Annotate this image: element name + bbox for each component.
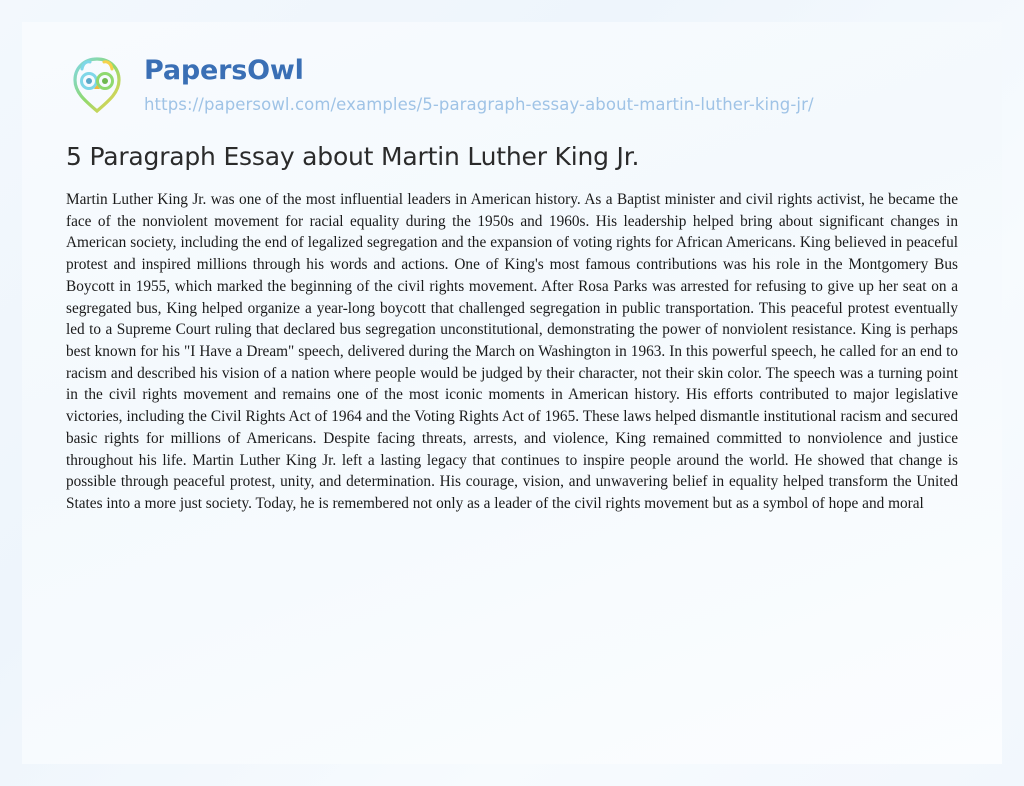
page-url[interactable]: https://papersowl.com/examples/5-paragraph-essay-about-martin-luther-king-jr/ [144, 94, 814, 114]
brand-block [144, 50, 814, 114]
essay-body-text: Martin Luther King Jr. was one of the most influential leaders in American history. As a Baptist minister and civil rights activist, he became the face of the nonviolent movement for racial equality during the 1950s and 1960s. His leadership helped bring about significant changes in American society, including the end of legalized segregation and the expansion of voting rights for African Americans. King believed in peaceful protest and inspired millions through his words and actions. One of King's most famous contributions was his role in the Montgomery Bus Boycott in 1955, which marked the beginning of the civil rights movement. After Rosa Parks was arrested for refusing to give up her seat on a segregated bus, King helped organize a year-long boycott that challenged segregation in public transportation. This peaceful protest eventually led to a Supreme Court ruling that declared bus segregation unconstitutional, demonstrating the power of nonviolent resistance. King is perhaps best known for his "I Have a Dream" speech, delivered during the March on Washington in 1963. In this powerful speech, he called for an end to racism and described his vision of a nation where people would be judged by their character, not their skin color. The speech was a turning point in the civil rights movement and remains one of the most iconic moments in American history. His efforts contributed to major legislative victories, including the Civil Rights Act of 1964 and the Voting Rights Act of 1965. These laws helped dismantle institutional racism and secured basic rights for millions of Americans. Despite facing threats, arrests, and violence, King remained committed to nonviolence and justice throughout his life. Martin Luther King Jr. left a lasting legacy that continues to inspire people around the world. He showed that change is possible through peaceful protest, unity, and determination. His courage, vision, and unwavering belief in equality helped transform the United States into a more just society. Today, he is remembered not only as a leader of the civil rights movement but as a symbol of hope and moral [66, 191, 958, 513]
brand-name: PapersOwl [144, 55, 304, 86]
document-sheet [22, 22, 1002, 764]
site-header [66, 50, 958, 116]
owl-logo-icon [66, 54, 128, 116]
page-title: 5 Paragraph Essay about Martin Luther King Jr. [66, 142, 640, 171]
